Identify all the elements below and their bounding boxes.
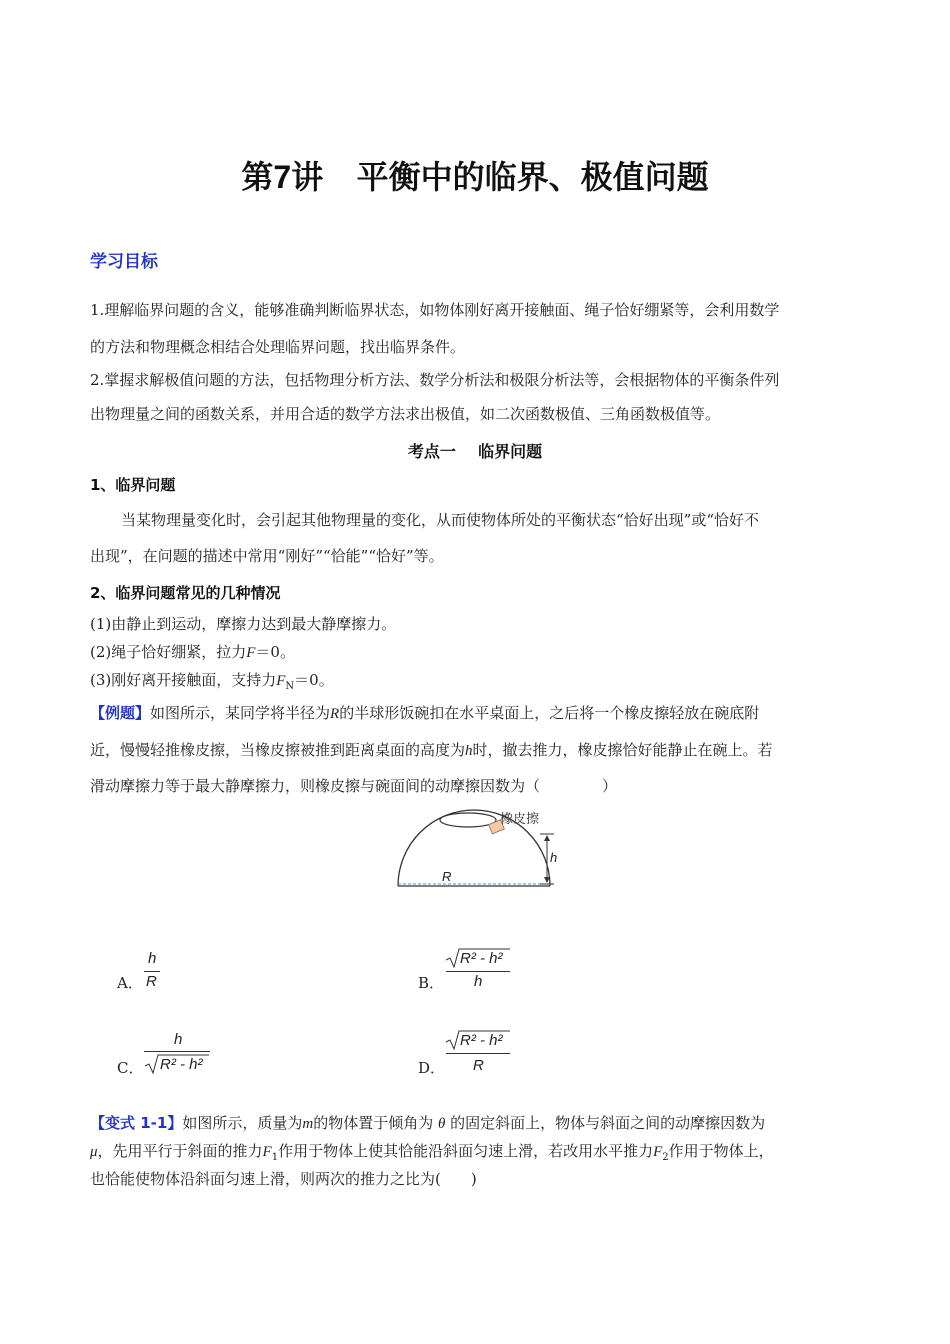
option-a-denominator: R	[146, 973, 157, 990]
option-b-numerator: R² - h²	[460, 950, 503, 967]
option-b-letter[interactable]: B．	[418, 974, 445, 992]
title-number: 7	[273, 159, 292, 195]
variant-line-3: 也恰能使物体沿斜面匀速上滑，则两次的推力之比为( )	[90, 1170, 477, 1188]
section-2-heading: 2、临界问题常见的几种情况	[90, 584, 281, 602]
variant-line-1: 【变式 1-1】如图所示，质量为m的物体置于倾角为 θ 的固定斜面上，物体与斜面之间的动摩擦因数为	[90, 1114, 766, 1132]
option-d-fraction-bar	[446, 1053, 510, 1054]
option-a-letter[interactable]: A．	[117, 974, 143, 992]
section-1-line-2: 出现”，在问题的描述中常用“刚好”“恰能”“恰好”等。	[90, 547, 444, 565]
case-2: (2)绳子恰好绷紧，拉力F＝0。	[90, 643, 295, 661]
option-c-denominator: R² - h²	[160, 1056, 203, 1073]
h-arrow-up	[544, 835, 550, 841]
section-1-line-1: 当某物理量变化时，会引起其他物理量的变化，从而使物体所处的平衡状态“恰好出现”或“恰好不	[121, 511, 760, 529]
h-arrow-down	[544, 877, 550, 883]
example-line-2: 近，慢慢轻推橡皮擦，当橡皮擦被推到距离桌面的高度为h时，撤去推力，橡皮擦恰好能静止在碗上。若	[90, 741, 773, 759]
h-label: h	[550, 850, 558, 865]
page-title	[0, 152, 950, 198]
option-b-fraction-bar	[446, 971, 510, 972]
bowl-figure	[380, 800, 570, 900]
objective-2-line-2: 出物理量之间的函数关系，并用合适的数学方法求出极值，如二次函数极值、三角函数极值等。	[90, 405, 721, 423]
objective-1-line-2: 的方法和物理概念相结合处理临界问题，找出临界条件。	[90, 338, 466, 356]
case-1: (1)由静止到运动，摩擦力达到最大静摩擦力。	[90, 615, 397, 633]
option-c-letter[interactable]: C．	[117, 1059, 144, 1077]
case-3: (3)刚好离开接触面，支持力$F_N=0$。	[90, 671, 334, 692]
bowl-base-ring	[440, 813, 496, 827]
objectives-heading: 学习目标	[90, 252, 158, 272]
variant-tag: 【变式 1-1】	[90, 1114, 183, 1132]
variant-line-2: μ，先用平行于斜面的推力$F_1$作用于物体上使其恰能沿斜面匀速上滑，若改用水平推力$F_2$作用于物体上，	[90, 1142, 774, 1163]
example-tag: 【例题】	[90, 704, 151, 722]
option-a-fraction-bar	[144, 971, 160, 972]
eraser-label: 橡皮擦	[500, 812, 540, 827]
title-prefix: 第	[241, 158, 274, 196]
option-d-letter[interactable]: D．	[418, 1059, 446, 1077]
option-c-numerator: h	[174, 1031, 183, 1048]
objective-2-line-1: 2.掌握求解极值问题的方法，包括物理分析方法、数学分析法和极限分析法等，会根据物体的平衡条件列	[90, 371, 780, 389]
section-1-heading: 1、临界问题	[90, 476, 176, 494]
objective-1-line-1: 1.理解临界问题的含义，能够准确判断临界状态，如物体刚好离开接触面、绳子恰好绷紧等，会利用数学	[90, 301, 780, 319]
example-line-1: 【例题】如图所示，某同学将半径为R的半球形饭碗扣在水平桌面上，之后将一个橡皮擦轻放在碗底附	[90, 704, 760, 722]
title-rest: 讲 平衡中的临界、极值问题	[291, 158, 709, 196]
kaodian-heading: 考点一 临界问题	[407, 442, 543, 461]
r-label: R	[442, 869, 452, 884]
example-line-3: 滑动摩擦力等于最大静摩擦力，则橡皮擦与碗面间的动摩擦因数为（ ）	[90, 777, 617, 795]
option-d-numerator: R² - h²	[460, 1032, 503, 1049]
option-d-denominator: R	[473, 1057, 484, 1074]
option-b-denominator: h	[474, 973, 483, 990]
option-a-numerator: h	[148, 950, 157, 967]
